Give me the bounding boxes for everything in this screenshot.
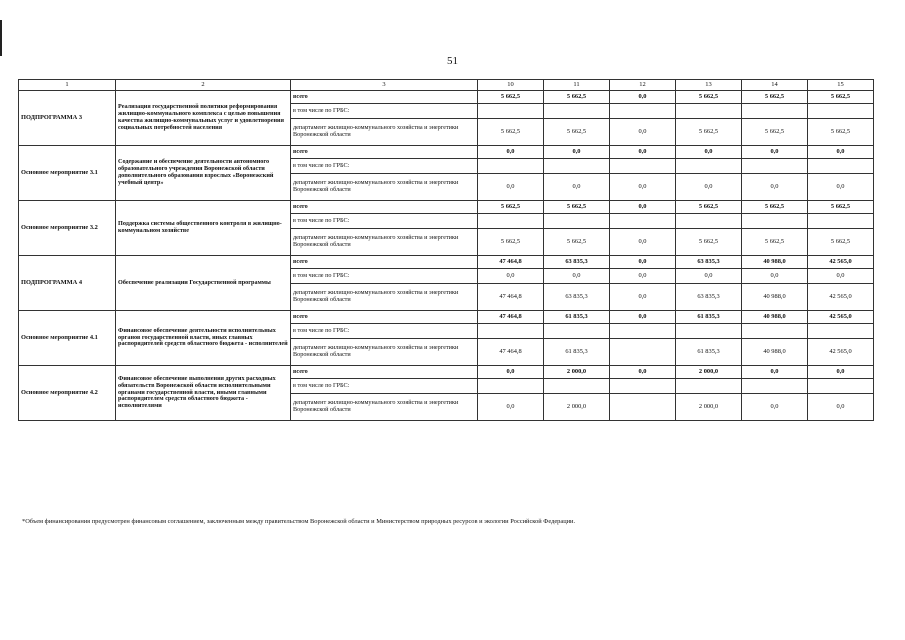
value-cell: 61 835,3 <box>676 339 742 366</box>
value-cell: 0,0 <box>610 174 676 201</box>
value-cell <box>478 379 544 394</box>
value-cell: 0,0 <box>478 366 544 379</box>
value-cell: 0,0 <box>610 269 676 284</box>
value-cell: 63 835,3 <box>544 284 610 311</box>
value-cell: 0,0 <box>478 146 544 159</box>
column-header: 15 <box>808 80 874 91</box>
value-cell: 0,0 <box>808 146 874 159</box>
value-cell: 5 662,5 <box>808 201 874 214</box>
total-row <box>19 91 874 104</box>
total-row <box>19 201 874 214</box>
program-label: ПОДПРОГРАММА 4 <box>19 256 116 311</box>
funding-source: в том числе по ГРБС: <box>291 104 478 119</box>
value-cell <box>742 159 808 174</box>
funding-source: департамент жилищно-коммунального хозяйства и энергетики Воронежской области <box>291 174 478 201</box>
value-cell: 0,0 <box>742 366 808 379</box>
value-cell: 40 988,0 <box>742 284 808 311</box>
value-cell <box>478 214 544 229</box>
value-cell: 0,0 <box>610 146 676 159</box>
value-cell <box>544 159 610 174</box>
value-cell: 63 835,3 <box>676 284 742 311</box>
value-cell: 0,0 <box>478 269 544 284</box>
value-cell <box>808 214 874 229</box>
value-cell: 5 662,5 <box>742 119 808 146</box>
value-cell: 0,0 <box>676 269 742 284</box>
value-cell: 40 988,0 <box>742 311 808 324</box>
value-cell: 5 662,5 <box>742 229 808 256</box>
value-cell <box>544 104 610 119</box>
value-cell: 5 662,5 <box>808 119 874 146</box>
value-cell: 40 988,0 <box>742 339 808 366</box>
program-label: ПОДПРОГРАММА 3 <box>19 91 116 146</box>
funding-source: всего <box>291 256 478 269</box>
value-cell: 0,0 <box>544 174 610 201</box>
value-cell: 0,0 <box>676 146 742 159</box>
funding-source: департамент жилищно-коммунального хозяйства и энергетики Воронежской области <box>291 284 478 311</box>
column-header: 3 <box>291 80 478 91</box>
column-header: 10 <box>478 80 544 91</box>
value-cell <box>808 104 874 119</box>
value-cell: 5 662,5 <box>544 91 610 104</box>
value-cell: 2 000,0 <box>676 366 742 379</box>
value-cell: 5 662,5 <box>742 201 808 214</box>
value-cell: 47 464,8 <box>478 311 544 324</box>
value-cell: 0,0 <box>742 394 808 421</box>
value-cell: 0,0 <box>610 366 676 379</box>
column-header: 13 <box>676 80 742 91</box>
funding-source: в том числе по ГРБС: <box>291 159 478 174</box>
funding-source: департамент жилищно-коммунального хозяйства и энергетики Воронежской области <box>291 339 478 366</box>
value-cell <box>676 214 742 229</box>
program-name: Финансовое обеспечение деятельности исполнительных органов государственной власти, иных главных распорядителей средств областного бюджета - исполнителей <box>116 311 291 366</box>
value-cell: 0,0 <box>808 269 874 284</box>
value-cell <box>610 214 676 229</box>
budget-table <box>18 79 874 421</box>
value-cell: 5 662,5 <box>676 119 742 146</box>
value-cell: 61 835,3 <box>676 311 742 324</box>
value-cell: 5 662,5 <box>544 201 610 214</box>
footnote: *Объем финансирования предусмотрен финансовым соглашением, заключенным между правительством Воронежской области и Министерством природных ресурсов и экологии Российской Федерации. <box>22 518 576 525</box>
value-cell: 0,0 <box>610 284 676 311</box>
total-row <box>19 311 874 324</box>
value-cell: 5 662,5 <box>676 229 742 256</box>
value-cell: 47 464,8 <box>478 284 544 311</box>
value-cell <box>742 214 808 229</box>
value-cell: 5 662,5 <box>544 119 610 146</box>
program-label: Основное мероприятие 4.1 <box>19 311 116 366</box>
value-cell <box>676 379 742 394</box>
value-cell <box>676 159 742 174</box>
value-cell: 5 662,5 <box>544 229 610 256</box>
program-name: Финансовое обеспечение выполнения других расходных обязательств Воронежской области исполнительными органами государственной власти, иными главными распорядителем средств областного бюджета - исполнителями <box>116 366 291 421</box>
value-cell: 0,0 <box>610 119 676 146</box>
total-row <box>19 366 874 379</box>
page-number: 51 <box>447 55 458 67</box>
program-name: Содержание и обеспечение деятельности автономного образовательного учреждения Воронежской области дополнительного образования взрослых «Воронежский учебный центр» <box>116 146 291 201</box>
total-row <box>19 146 874 159</box>
value-cell: 0,0 <box>610 91 676 104</box>
value-cell: 0,0 <box>544 269 610 284</box>
funding-source: всего <box>291 146 478 159</box>
value-cell: 0,0 <box>742 269 808 284</box>
value-cell: 0,0 <box>808 174 874 201</box>
value-cell <box>478 104 544 119</box>
value-cell: 0,0 <box>610 229 676 256</box>
value-cell <box>544 379 610 394</box>
value-cell: 0,0 <box>742 174 808 201</box>
value-cell: 5 662,5 <box>478 91 544 104</box>
value-cell <box>742 104 808 119</box>
value-cell <box>808 159 874 174</box>
funding-source: всего <box>291 201 478 214</box>
value-cell: 0,0 <box>610 201 676 214</box>
value-cell: 0,0 <box>610 311 676 324</box>
value-cell <box>808 379 874 394</box>
value-cell: 61 835,3 <box>544 339 610 366</box>
value-cell: 63 835,3 <box>676 256 742 269</box>
value-cell <box>742 324 808 339</box>
column-header: 14 <box>742 80 808 91</box>
budget-table-body <box>19 91 874 421</box>
value-cell: 42 565,0 <box>808 284 874 311</box>
program-name: Поддержка системы общественного контроля в жилищно-коммунальном хозяйстве <box>116 201 291 256</box>
value-cell: 0,0 <box>676 174 742 201</box>
column-header: 11 <box>544 80 610 91</box>
funding-source: департамент жилищно-коммунального хозяйства и энергетики Воронежской области <box>291 119 478 146</box>
value-cell: 5 662,5 <box>808 229 874 256</box>
value-cell: 5 662,5 <box>676 201 742 214</box>
value-cell: 42 565,0 <box>808 339 874 366</box>
column-header: 12 <box>610 80 676 91</box>
value-cell: 42 565,0 <box>808 311 874 324</box>
program-label: Основное мероприятие 3.1 <box>19 146 116 201</box>
value-cell: 0,0 <box>478 394 544 421</box>
value-cell: 5 662,5 <box>742 91 808 104</box>
total-row <box>19 256 874 269</box>
value-cell <box>544 324 610 339</box>
funding-source: всего <box>291 311 478 324</box>
value-cell <box>610 104 676 119</box>
funding-source: департамент жилищно-коммунального хозяйства и энергетики Воронежской области <box>291 229 478 256</box>
page-edge-mark <box>0 20 2 56</box>
funding-source: в том числе по ГРБС: <box>291 269 478 284</box>
value-cell <box>610 379 676 394</box>
value-cell: 63 835,3 <box>544 256 610 269</box>
value-cell: 5 662,5 <box>478 229 544 256</box>
value-cell: 0,0 <box>808 394 874 421</box>
funding-source: всего <box>291 91 478 104</box>
funding-source: всего <box>291 366 478 379</box>
value-cell: 47 464,8 <box>478 256 544 269</box>
value-cell: 5 662,5 <box>676 91 742 104</box>
value-cell: 0,0 <box>478 174 544 201</box>
program-name: Реализация государственной политики реформирования жилищно-коммунального комплекса с целью повышения качества жилищно-коммунальных услуг и удовлетворения социальных потребностей населения <box>116 91 291 146</box>
funding-source: в том числе по ГРБС: <box>291 324 478 339</box>
value-cell: 0,0 <box>610 256 676 269</box>
program-label: Основное мероприятие 4.2 <box>19 366 116 421</box>
value-cell <box>610 159 676 174</box>
value-cell <box>610 339 676 366</box>
value-cell: 42 565,0 <box>808 256 874 269</box>
value-cell <box>544 214 610 229</box>
funding-source: департамент жилищно-коммунального хозяйства и энергетики Воронежской области <box>291 394 478 421</box>
value-cell <box>478 324 544 339</box>
program-label: Основное мероприятие 3.2 <box>19 201 116 256</box>
value-cell <box>610 394 676 421</box>
value-cell: 40 988,0 <box>742 256 808 269</box>
value-cell: 2 000,0 <box>544 366 610 379</box>
column-header: 1 <box>19 80 116 91</box>
program-name: Обеспечение реализации Государственной программы <box>116 256 291 311</box>
value-cell <box>610 324 676 339</box>
value-cell: 5 662,5 <box>808 91 874 104</box>
funding-source: в том числе по ГРБС: <box>291 214 478 229</box>
value-cell: 61 835,3 <box>544 311 610 324</box>
value-cell: 0,0 <box>742 146 808 159</box>
value-cell: 0,0 <box>808 366 874 379</box>
funding-source: в том числе по ГРБС: <box>291 379 478 394</box>
value-cell <box>742 379 808 394</box>
value-cell: 2 000,0 <box>544 394 610 421</box>
value-cell: 2 000,0 <box>676 394 742 421</box>
value-cell: 0,0 <box>544 146 610 159</box>
value-cell: 5 662,5 <box>478 119 544 146</box>
value-cell: 5 662,5 <box>478 201 544 214</box>
column-header: 2 <box>116 80 291 91</box>
value-cell <box>676 104 742 119</box>
value-cell <box>478 159 544 174</box>
value-cell <box>808 324 874 339</box>
value-cell <box>676 324 742 339</box>
value-cell: 47 464,8 <box>478 339 544 366</box>
column-number-row <box>19 80 874 91</box>
